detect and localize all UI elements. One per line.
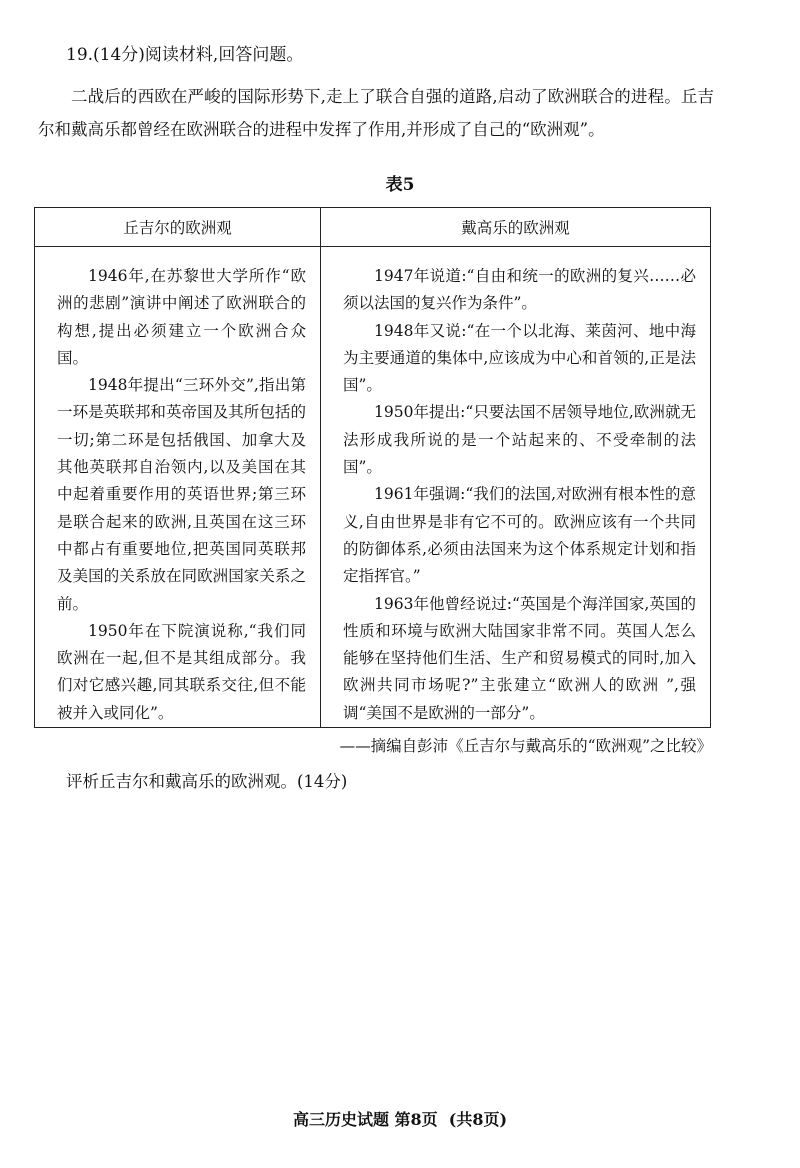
europe-views-table <box>34 207 711 728</box>
header-churchill: 丘吉尔的欧洲观 <box>35 208 321 247</box>
table-header-row <box>35 208 711 247</box>
degaulle-1963: 1963年他曾经说过:“英国是个海洋国家,英国的性质和环境与欧洲大陆国家非常不同。英国人怎么能够在坚持他们生活、生产和贸易模式的同时,加入欧洲共同市场呢?”主张建立“欧洲人的欧洲 ”,强调“美国不是欧洲的一部分”。 <box>343 594 696 722</box>
header-degaulle: 戴高乐的欧洲观 <box>321 208 711 247</box>
churchill-1946: 1946年,在苏黎世大学所作“欧洲的悲剧”演讲中阐述了欧洲联合的构想,提出必须建立一个欧洲合众国。 <box>57 267 306 367</box>
churchill-cell <box>35 247 321 728</box>
degaulle-cell <box>321 247 711 728</box>
churchill-1950: 1950年在下院演说称,“我们同欧洲在一起,但不是其组成部分。我们对它感兴趣,同其联系交往,但不能被并入或同化”。 <box>57 621 306 722</box>
question-title: 19.(14分)阅读材料,回答问题。 <box>66 45 304 65</box>
table-body-row <box>35 247 711 728</box>
churchill-1948: 1948年提出“三环外交”,指出第一环是英联邦和英帝国及其所包括的一切;第二环是包括俄国、加拿大及其他英联邦自治领内,以及美国在其中起着重要作用的英语世界;第三环是联合起来的欧洲,且英国在这三环中都占有重要地位,把英国同英联邦及美国的关系放在同欧洲国家关系之前。 <box>57 376 306 613</box>
degaulle-1961: 1961年强调:“我们的法国,对欧洲有根本性的意义,自由世界是非有它不可的。欧洲应该有一个共同的防御体系,必须由法国来为这个体系规定计划和指定指挥官。” <box>343 485 696 586</box>
question-task: 评析丘吉尔和戴高乐的欧洲观。(14分) <box>66 772 348 791</box>
degaulle-1947: 1947年说道:“自由和统一的欧洲的复兴……必须以法国的复兴作为条件”。 <box>343 267 696 313</box>
degaulle-1950: 1950年提出:“只要法国不居领导地位,欧洲就无法形成我所说的是一个站起来的、不受牵制的法国”。 <box>343 403 696 477</box>
table-caption: 表5 <box>385 175 415 195</box>
degaulle-1948: 1948年又说:“在一个以北海、莱茵河、地中海为主要通道的集体中,应该成为中心和首领的,正是法国”。 <box>343 321 696 395</box>
question-intro: 二战后的西欧在严峻的国际形势下,走上了联合自强的道路,启动了欧洲联合的进程。丘吉尔和戴高乐都曾经在欧洲联合的进程中发挥了作用,并形成了自己的“欧洲观”。 <box>38 87 714 139</box>
page-footer: 高三历史试题 第8页 (共8页) <box>292 1110 508 1129</box>
source-citation: ——摘编自彭沛《丘吉尔与戴高乐的“欧洲观”之比较》 <box>339 737 712 755</box>
